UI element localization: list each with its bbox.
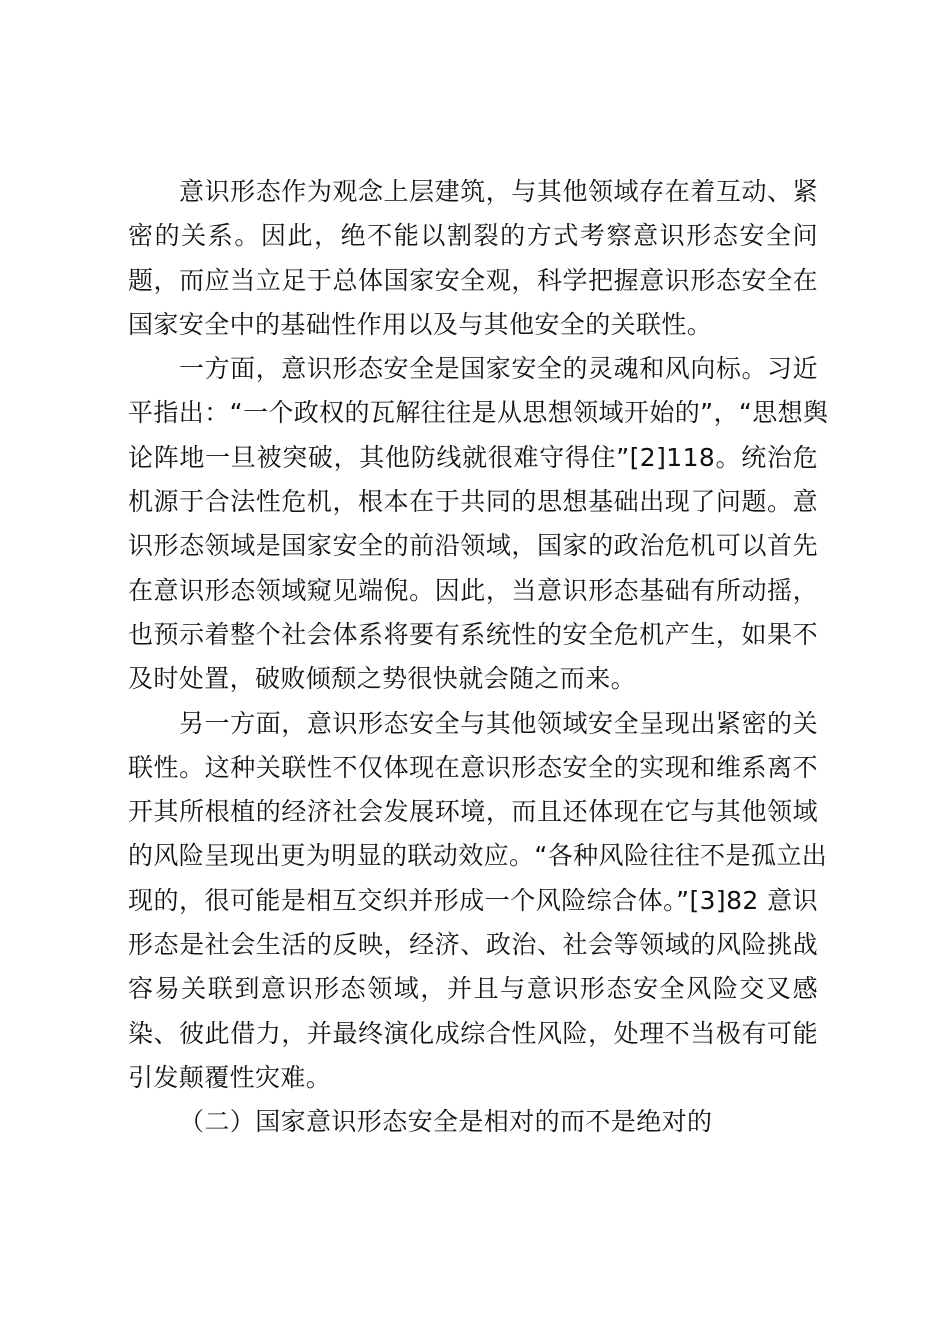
text-line: 国家安全中的基础性作用以及与其他安全的关联性。 <box>128 309 713 339</box>
text-line: 联性。这种关联性不仅体现在意识形态安全的实现和维系离不 <box>128 752 818 782</box>
text-line: 密的关系。因此，绝不能以割裂的方式考察意识形态安全问 <box>128 221 818 251</box>
text-line: 机源于合法性危机，根本在于共同的思想基础出现了问题。意 <box>128 487 818 517</box>
text-line: 题，而应当立足于总体国家安全观，科学把握意识形态安全在 <box>128 265 818 295</box>
document-body <box>128 170 829 1145</box>
text-line: 一方面，意识形态安全是国家安全的灵魂和风向标。习近 <box>179 354 818 384</box>
text-line: 在意识形态领域窥见端倪。因此，当意识形态基础有所动摇， <box>128 575 818 605</box>
text-line: 引发颠覆性灾难。 <box>128 1062 332 1092</box>
section-heading <box>128 1100 818 1144</box>
text-line: 及时处置，破败倾颓之势很快就会随之而来。 <box>128 664 637 694</box>
heading-line: （二）国家意识形态安全是相对的而不是绝对的 <box>179 1107 713 1137</box>
text-line: 容易关联到意识形态领域，并且与意识形态安全风险交叉感 <box>128 974 818 1004</box>
text-line: 意识形态作为观念上层建筑，与其他领域存在着互动、紧 <box>179 177 818 206</box>
text-line: 也预示着整个社会体系将要有系统性的安全危机产生，如果不 <box>128 619 818 649</box>
text-line: 染、彼此借力，并最终演化成综合性风险，处理不当极有可能 <box>128 1018 818 1048</box>
paragraph-3 <box>128 702 828 1101</box>
text-line: 论阵地一旦被突破，其他防线就很难守得住”[2]118。统治危 <box>128 442 818 472</box>
text-line: 的风险呈现出更为明显的联动效应。“各种风险往往不是孤立出 <box>128 841 828 871</box>
text-line: 现的，很可能是相互交织并形成一个风险综合体。”[3]82 意识 <box>128 885 818 915</box>
text-line: 识形态领域是国家安全的前沿领域，国家的政治危机可以首先 <box>128 531 818 561</box>
text-line: 形态是社会生活的反映，经济、政治、社会等领域的风险挑战 <box>128 930 818 960</box>
text-line: 开其所根植的经济社会发展环境，而且还体现在它与其他领域 <box>128 797 818 827</box>
paragraph-2 <box>128 347 829 701</box>
text-line: 平指出：“一个政权的瓦解往往是从思想领域开始的”，“思想舆 <box>128 398 829 428</box>
paragraph-1 <box>128 170 818 347</box>
text-line: 另一方面，意识形态安全与其他领域安全呈现出紧密的关 <box>179 708 818 738</box>
